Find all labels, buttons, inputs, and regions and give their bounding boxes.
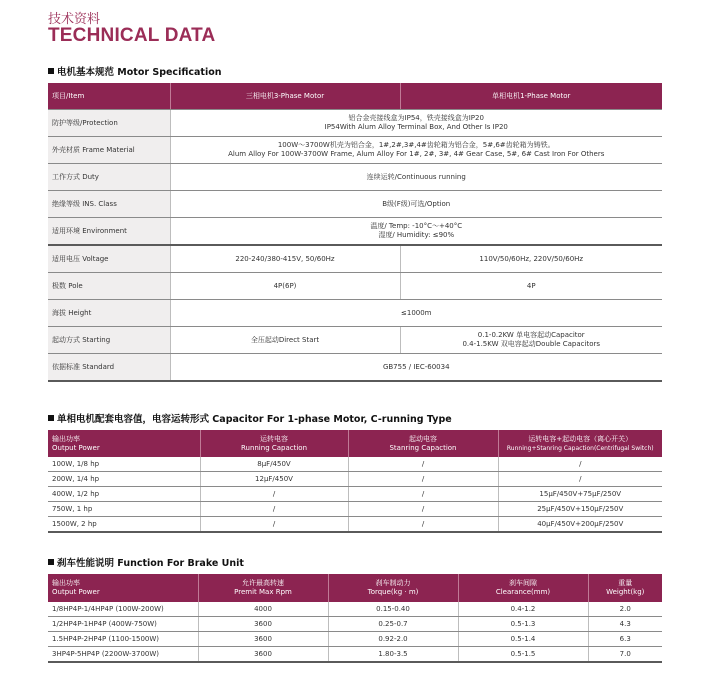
spec-value — [170, 218, 662, 246]
spec-label: 极数 Pole — [48, 273, 170, 300]
table-row — [48, 632, 662, 647]
table-cell: 0.4-1.2 — [458, 602, 588, 617]
table-cell: 100W, 1/8 hp — [48, 457, 200, 472]
table-cell: 200W, 1/4 hp — [48, 472, 200, 487]
header-three-phase: 三相电机3-Phase Motor — [170, 83, 400, 110]
header-line: 输出功率 — [52, 579, 80, 587]
table-cell: / — [200, 487, 348, 502]
spec-label: 依据标准 Standard — [48, 354, 170, 382]
header-line: Torque(kg · m) — [367, 588, 419, 596]
header-max-rpm — [198, 574, 328, 602]
spec-row-starting — [48, 327, 662, 354]
spec-value-line: 湿度/ Humidity: ≤90% — [378, 231, 455, 239]
brake-header-row — [48, 574, 662, 602]
table-cell: / — [348, 517, 498, 533]
table-cell: 6.3 — [588, 632, 662, 647]
table-cell: 0.15-0.40 — [328, 602, 458, 617]
spec-label: 工作方式 Duty — [48, 164, 170, 191]
header-line: 起动电容 — [409, 434, 437, 443]
square-bullet-icon — [48, 415, 54, 421]
spec-row-ins-class — [48, 191, 662, 218]
header-single-phase: 单相电机1-Phase Motor — [400, 83, 662, 110]
table-cell: / — [348, 502, 498, 517]
table-cell: 1.5HP4P-2HP4P (1100-1500W) — [48, 632, 198, 647]
spec-label: 外壳材质 Frame Material — [48, 137, 170, 164]
page-title: TECHNICAL DATA — [48, 25, 216, 46]
table-row — [48, 617, 662, 632]
header-line: 运转电容 — [260, 434, 288, 443]
table-cell: 0.92-2.0 — [328, 632, 458, 647]
spec-value: GB755 / IEC-60034 — [170, 354, 662, 382]
table-row — [48, 457, 662, 472]
spec-row-pole — [48, 273, 662, 300]
table-cell: 400W, 1/2 hp — [48, 487, 200, 502]
spec-value-single-phase: 4P — [400, 273, 662, 300]
header-line: 刹车间隙 — [509, 579, 537, 587]
table-cell: / — [348, 472, 498, 487]
table-cell: 1/8HP4P-1/4HP4P (100W-200W) — [48, 602, 198, 617]
spec-value-three-phase: 全压起动Direct Start — [170, 327, 400, 354]
spec-row-frame-material — [48, 137, 662, 164]
table-cell: / — [348, 457, 498, 472]
table-cell: 1.80-3.5 — [328, 647, 458, 663]
spec-value — [170, 110, 662, 137]
table-cell: / — [348, 487, 498, 502]
spec-label: 起动方式 Starting — [48, 327, 170, 354]
spec-value-single-phase — [400, 327, 662, 354]
spec-label: 适用电压 Voltage — [48, 245, 170, 273]
spec-value-line: 铝合金壳接线盒为IP54，铁壳接线盒为IP20 — [348, 114, 484, 122]
table-cell: 0.5-1.5 — [458, 647, 588, 663]
header-running-capacitor — [200, 430, 348, 457]
table-cell: 2.0 — [588, 602, 662, 617]
spec-value — [170, 137, 662, 164]
spec-value-line: 0.1-0.2KW 单电容起动Capacitor — [477, 331, 585, 339]
table-cell: 4000 — [198, 602, 328, 617]
table-cell: 0.25-0.7 — [328, 617, 458, 632]
spec-value: 连续运转/Continuous running — [170, 164, 662, 191]
spec-label: 防护等级/Protection — [48, 110, 170, 137]
spec-value-line: 0.4-1.5KW 双电容起动Double Capacitors — [462, 340, 601, 348]
spec-value: ≤1000m — [170, 300, 662, 327]
table-row — [48, 517, 662, 533]
spec-value-line: Alum Alloy For 100W-3700W Frame, Alum Alloy For 1#, 2#, 3#, 4# Gear Case, 5#, 6# Cast Iron For Others — [228, 150, 605, 158]
table-cell: / — [200, 517, 348, 533]
header-torque — [328, 574, 458, 602]
table-cell: 3HP4P-5HP4P (2200W-3700W) — [48, 647, 198, 663]
header-line: 刹车制动力 — [375, 579, 411, 587]
spec-row-environment — [48, 218, 662, 246]
spec-value-three-phase: 4P(6P) — [170, 273, 400, 300]
table-cell: 7.0 — [588, 647, 662, 663]
brake-heading — [48, 555, 244, 569]
header-clearance — [458, 574, 588, 602]
table-cell: / — [498, 457, 662, 472]
header-line: Weight(kg) — [606, 588, 645, 596]
table-cell: / — [200, 502, 348, 517]
spec-label: 适用环境 Environment — [48, 218, 170, 246]
spec-value: B级(F级)可选/Option — [170, 191, 662, 218]
header-running-starting-capacitor — [498, 430, 662, 457]
spec-value-line: IP54With Alum Alloy Terminal Box, And Other Is IP20 — [324, 123, 508, 131]
page-title-cn: 技术资料 — [48, 12, 101, 27]
table-row — [48, 602, 662, 617]
spec-row-protection — [48, 110, 662, 137]
table-cell: / — [498, 472, 662, 487]
spec-row-height — [48, 300, 662, 327]
table-cell: 3600 — [198, 647, 328, 663]
header-item: 项目/Item — [48, 83, 170, 110]
spec-value-three-phase: 220-240/380-415V, 50/60Hz — [170, 245, 400, 273]
table-cell: 0.5-1.4 — [458, 632, 588, 647]
spec-value-line: 100W～3700W机壳为铝合金，1#,2#,3#,4#齿轮箱为铝合金，5#,6#齿轮箱为铸铁。 — [277, 141, 555, 149]
header-output-power — [48, 574, 198, 602]
header-line: Stanring Capaction — [389, 443, 457, 452]
table-cell: 4.3 — [588, 617, 662, 632]
spec-row-duty — [48, 164, 662, 191]
table-row — [48, 502, 662, 517]
capacitor-header-row — [48, 430, 662, 457]
table-cell: 25μF/450V+150μF/250V — [498, 502, 662, 517]
header-line: Output Power — [52, 588, 100, 596]
header-line: 允许最高转速 — [242, 579, 284, 587]
table-row — [48, 647, 662, 663]
table-cell: 0.5-1.3 — [458, 617, 588, 632]
table-row — [48, 487, 662, 502]
table-cell: 3600 — [198, 617, 328, 632]
header-weight — [588, 574, 662, 602]
table-cell: 40μF/450V+200μF/250V — [498, 517, 662, 533]
brake-table — [48, 574, 662, 663]
header-line: 运转电容+起动电容（离心开关） — [528, 434, 633, 443]
header-output-power — [48, 430, 200, 457]
motor-spec-heading — [48, 64, 222, 78]
table-cell: 8μF/450V — [200, 457, 348, 472]
header-starting-capacitor — [348, 430, 498, 457]
table-cell: 1/2HP4P-1HP4P (400W-750W) — [48, 617, 198, 632]
motor-spec-heading-text: 电机基本规范 Motor Specification — [57, 67, 222, 78]
spec-label: 海拔 Height — [48, 300, 170, 327]
spec-row-voltage — [48, 245, 662, 273]
header-line: Clearance(mm) — [495, 588, 551, 596]
header-line: Running+Stanring Capaction(Centrifugal Switch) — [506, 444, 654, 452]
table-cell: 750W, 1 hp — [48, 502, 200, 517]
header-line: Premit Max Rpm — [234, 588, 292, 596]
capacitor-table — [48, 430, 662, 533]
table-cell: 15μF/450V+75μF/250V — [498, 487, 662, 502]
square-bullet-icon — [48, 559, 54, 565]
table-row — [48, 472, 662, 487]
table-cell: 3600 — [198, 632, 328, 647]
motor-spec-table — [48, 83, 662, 382]
spec-value-single-phase: 110V/50/60Hz, 220V/50/60Hz — [400, 245, 662, 273]
header-line: Running Capaction — [240, 443, 308, 452]
spec-value-line: 温度/ Temp: -10°C～+40°C — [370, 222, 463, 230]
header-line: Output Power — [52, 443, 100, 452]
spec-label: 绝缘等级 INS. Class — [48, 191, 170, 218]
header-line: 输出功率 — [52, 434, 80, 443]
table-cell: 12μF/450V — [200, 472, 348, 487]
capacitor-heading — [48, 411, 452, 425]
brake-heading-text: 刹车性能说明 Function For Brake Unit — [57, 558, 244, 569]
square-bullet-icon — [48, 68, 54, 74]
header-line: 重量 — [618, 579, 633, 587]
motor-spec-header-row — [48, 83, 662, 110]
spec-row-standard — [48, 354, 662, 382]
capacitor-heading-text: 单相电机配套电容值，电容运转形式 Capacitor For 1-phase Motor, C-running Type — [57, 414, 452, 425]
table-cell: 1500W, 2 hp — [48, 517, 200, 533]
